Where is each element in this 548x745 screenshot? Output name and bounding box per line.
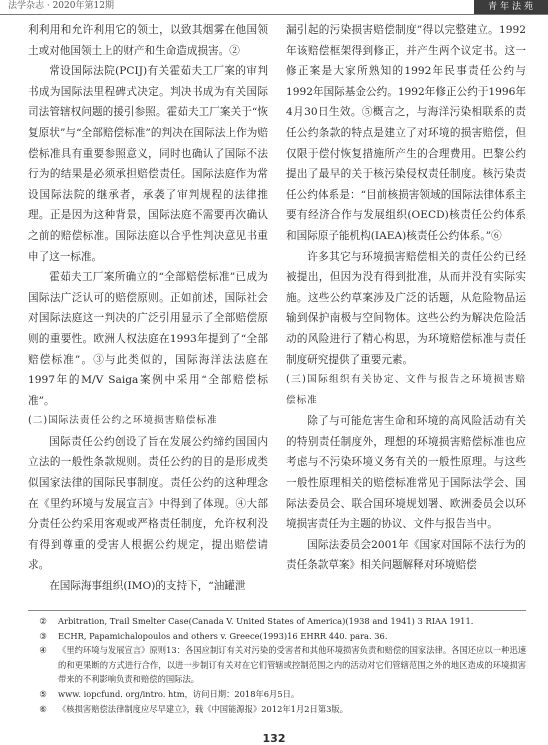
paragraph: 国际责任公约创设了旨在发展公约缔约国国内立法的一般性条款规则。责任公约的目的是形成类似国家法律的国际民事制度。责任公约的这种理念在《里约环境与发展宣言》中得到了体现。④大部分责任公约采用客观或严格责任制度，允许权利没有得到尊重的受害人根据公约规定，提出赔偿请求。 [28, 435, 268, 572]
right-column [286, 20, 526, 576]
paragraph: 国际法委员会2001年《国家对国际不法行为的责任条款草案》相关问题解释对环境赔偿 [286, 538, 526, 572]
paragraph: 利利用和允许利用它的领土，以致其烟雾在他国领土或对他国领土上的财产和生命造成损害。② [28, 24, 268, 57]
footnotes [28, 614, 526, 716]
paragraph: 许多其它与环境损害赔偿相关的责任公约已经被提出，但因为没有得到批准，从而并没有实际实施。这些公约草案涉及广泛的话题，从危险物品运输到保护南极与空间物体。这些公约为解决危险活动的风险进行了精心构思，为环境赔偿标准与责任制度研究提供了重要元素。 [286, 250, 526, 366]
paragraph: 除了与可能危害生命和环境的高风险活动有关的特别责任制度外，理想的环境损害赔偿标准也应考虑与不污染环境义务有关的一般性原理。与这些一般性原理相关的赔偿标准常见于国际法学会、国际法委员会、联合国环境规划署、欧洲委员会以环境损害责任为主题的协议、文件与报告当中。 [286, 415, 526, 531]
left-column [28, 20, 268, 597]
running-header [0, 0, 548, 15]
footnote-number: ④ [39, 645, 47, 656]
paragraph: 常设国际法院(PCIJ)有关霍茹夫工厂案的审判书成为国际法里程碑式决定。判决书成为有关国际司法管辖权问题的援引参照。霍茹夫工厂案关于“恢复原状”与“全部赔偿标准”的判决在国际法上作为赔偿标准具有重要参照意义，同时也确认了国际不法行为的结果是必须承担赔偿责任。国际法庭作为常设国际法院的继承者，承袭了审判规程的法律推理。正是因为这种背景，国际法庭不需要再次确认之前的赔偿标准。国际法庭以合乎性判决意见书重申了这一标准。 [28, 65, 268, 263]
footnote [28, 643, 526, 687]
section-heading: (二)国际法责任公约之环境损害赔偿标准 [28, 415, 218, 427]
section-badge: 青年法苑 [474, 0, 548, 14]
paragraph: 在国际海事组织(IMO)的支持下，“油罐泄 [49, 580, 246, 593]
footnote-divider [28, 610, 526, 611]
page-number: 132 [262, 732, 286, 745]
section-heading: (三)国际组织有关协定、文件与报告之环境损害赔偿标准 [286, 374, 526, 406]
footnote [28, 687, 526, 702]
footnote-number: ② [39, 616, 47, 626]
footnote-text: Arbitration, Trail Smelter Case(Canada V. United States of America)(1938 and 1941) 3 RIAA 1911. [58, 616, 474, 626]
paragraph: 霍茹夫工厂案所确立的“全部赔偿标准”已成为国际法广泛认可的赔偿原则。正如前述，国际社会对国际法庭这一判决的广泛引用显示了全部赔偿原则的重要性。欧洲人权法庭在1993年提到了“全部赔偿标准”。③与此类似的，国际海洋法法庭在1997年的M/V Saiga案例中采用“全部赔偿标准”。 [28, 271, 268, 407]
paragraph: 漏引起的污染损害赔偿制度”得以完整建立。1992年该赔偿框架得到修正，并产生两个议定书。这一修正案是大家所熟知的1992年民事责任公约与1992年国际基金公约。1992年修正公约于1996年4月30日生效。⑤概言之，与海洋污染相联系的责任公约条款的特点是建立了对环境的损害赔偿，但仅限于偿付恢复措施所产生的合理费用。巴黎公约提出了最早的关于核污染侵权责任制度。核污染责任公约体系是：“目前核损害领域的国际法律体系主要有经济合作与发展组织(OECD)核责任公约体系和国际原子能机构(IAEA)核责任公约体系。”⑥ [286, 24, 526, 242]
footnote-text: 《核损害赔偿法律制度应尽早建立》，载《中国能源报》2012年1月2日第3版。 [58, 703, 349, 714]
footnote-text: www. iopcfund. org/intro. htm，访问日期：2018年6月5日。 [58, 688, 300, 699]
footnote-text: ECHR, Papamichalopoulos and others v. Greece(1993)16 EHRR 440. para. 36. [58, 630, 388, 641]
footnote-number: ⑥ [39, 703, 47, 714]
footnote-number: ③ [39, 630, 47, 641]
footnote-text: 《里约环境与发展宣言》原则13：各国应制订有关对污染的受害者和其他环境损害负责和赔偿的国家法律。各国还应以一种迅速的和更果断的方式进行合作，以进一步制订有关对在它们管辖或控制范围之内的活动对它们管辖范围之外的地区造成的环境损害带来的不利影响负责和赔偿的国际法。 [58, 645, 526, 685]
footnote-number: ⑤ [39, 688, 47, 699]
footnote [28, 629, 526, 644]
footnote [28, 614, 526, 629]
journal-name: 法学杂志 · 2020年第12期 [8, 1, 114, 11]
footnote [28, 702, 526, 717]
